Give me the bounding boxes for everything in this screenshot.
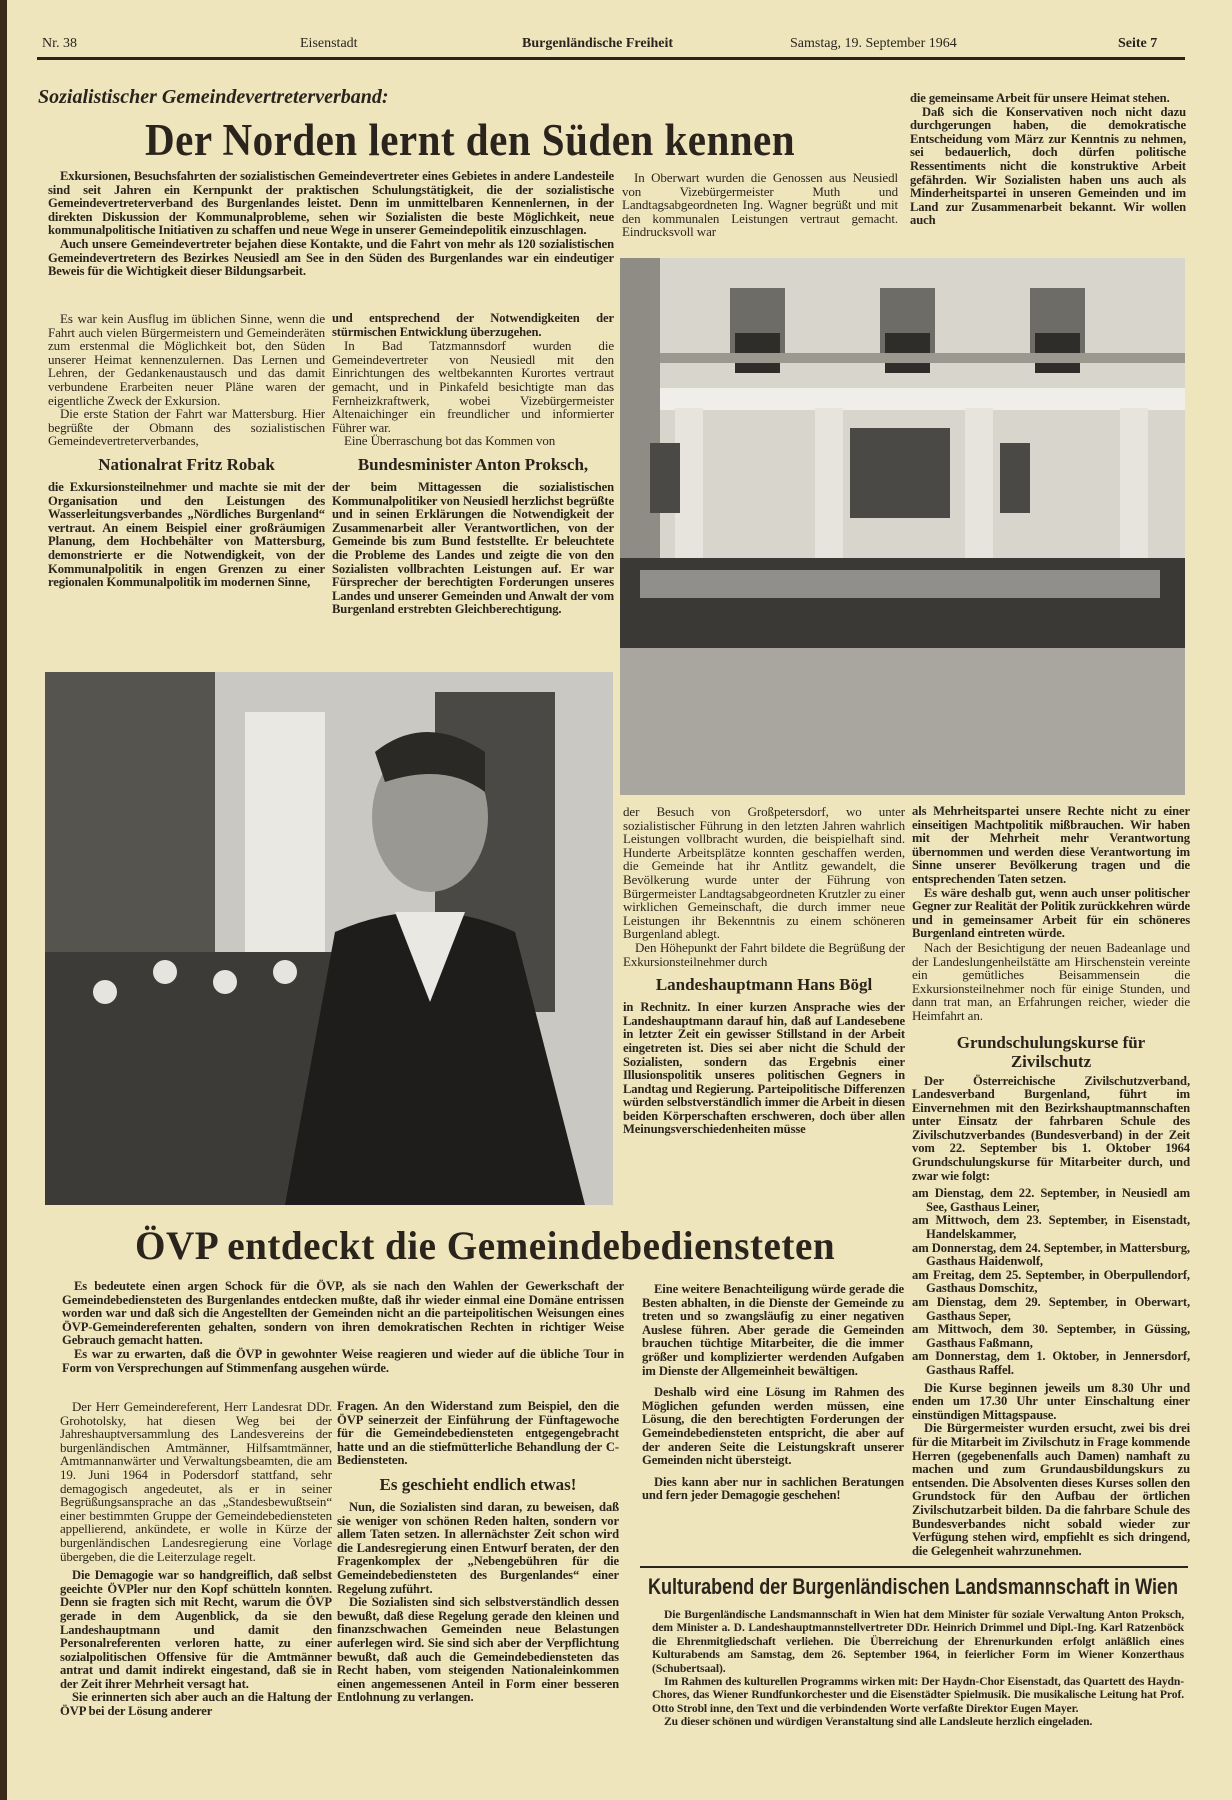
paragraph: In Oberwart wurden die Genossen aus Neusiedl von Vizebürgermeister Muth und Landtagsabgeordneten Ing. Wagner begrüßt und mit den kommunalen Leistungen vertraut gemacht. Eindrucksvoll war [622,170,898,240]
paragraph: Nach der Besichtigung der neuen Badeanlage und der Landeslungenheilstätte am Hirschenstein vereinte ein gemütliches Beisammensein die Exkursionsteilnehmer noch für einige Stunden, und dann trat man, an Erfahrungen reicher, wieder die Heimfahrt an. [912,939,1190,1023]
paragraph: Es war zu erwarten, daß die ÖVP in gewohnter Weise reagieren und wieder auf die übliche Tour in Form von Versprechungen auf Stimmenfang ausgehen würde. [62,1346,624,1375]
paragraph: Die Kurse beginnen jeweils um 8.30 Uhr und enden um 17.30 Uhr unter Einschaltung einer einstündigen Mittagspause. [912,1380,1190,1422]
lead-text [48,170,614,279]
paragraph: Die Sozialisten sind sich selbstverständlich dessen bewußt, daß diese Regelung gerade den kleinen und finanzschwachen Gemeinden neue Belastungen auferlegen wird. Sie sind sich aber der Verpflichtung bewußt, daß auch die Gemeindebediensteten das Recht haben, vom steigenden Nationaleinkommen einen angemessenen Anteil in Form einer besseren Entlohnung zu verlangen. [337,1595,619,1705]
newspaper-name: Burgenländische Freiheit [522,36,674,51]
paragraph: Sie erinnerten sich aber auch an die Haltung der ÖVP bei der Lösung anderer [60,1690,332,1719]
paragraph: der beim Mittagessen die sozialistischen Kommunalpolitiker von Neusiedl herzlichst begrüßte und in seinen Erklärungen die Notwendigkeit der Zusammenarbeit aller Verantwortlichen, von der Gemeinde bis zum Bund feststellte. Er beleuchtete die Probleme des Landes und zeigte die von den Sozialisten vollbrachten Leistungen auf. Er war Fürsprecher der berechtigten Forderungen unseres Landes und unserer Gemeinden und Anwalt der vom Burgenland erstrebten Gleichberechtigung. [332,479,614,617]
paragraph: Die Burgenländische Landsmannschaft in Wien hat dem Minister für soziale Verwaltung Anton Proksch, dem Minister a. D. Landeshauptmannstellvertreter DDr. Heinrich Drimmel und Dipl.-Ing. Karl Ratzenböck die Ehrenmitgliedschaft verliehen. Die Überreichung der Ehrenurkunden erfolgt anläßlich eines Kulturabends am Samstag, dem 26. September 1964, in feierlicher Form im Wiener Konzerthaus (Schubertsaal). [652,1608,1184,1675]
ovp-column-2 [337,1400,619,1705]
paragraph: der Besuch von Großpetersdorf, wo unter sozialistischer Führung in den letzten Jahren wahrlich Leistungen vollbracht wurden, die beispielhaft sind. Hunderte Arbeitsplätze konnten geschaffen werden, die Gemeinde hat ihr Antlitz gewandelt, die Bevölkerung wurde unter der Führung von Bürgermeister Landtagsabgeordneten Krutzler zu einer wirklichen Gemeinschaft, die durch immer neue Leistungen ihr Bekenntnis zu einem schöneren Burgenland ablegt. [623,804,905,942]
paragraph: Fragen. An den Widerstand zum Beispiel, den die ÖVP seinerzeit der Einführung der Fünftagewoche für die Gemeindebediensteten entgegengebracht hatte und an die stiefmütterliche Behandlung der C-Bediensteten. [337,1399,619,1468]
column-3-top [622,171,898,239]
column-4-top [910,92,1186,228]
paragraph: als Mehrheitspartei unsere Rechte nicht zu einer einseitigen Machtpolitik mißbrauchen. Wir haben mit der Mehrheit mehr Verantwortung übernommen und werden diese Verantwortung im Sinne unserer Bevölkerung tragen und die entsprechenden Taten setzen. [912,804,1190,886]
date: Samstag, 19. September 1964 [790,36,957,51]
kulturabend-headline: Kulturabend der Burgenländischen Landsmannschaft in Wien [648,1574,1179,1599]
kulturabend-headline-wrap [648,1574,1188,1602]
schedule-item: am Donnerstag, dem 1. Oktober, in Jennersdorf, Gasthaus Raffel. [912,1349,1190,1377]
paragraph: Eine Überraschung bot das Kommen von [344,433,556,449]
column-4 [912,805,1190,1558]
paragraph: Die erste Station der Fahrt war Mattersburg. Hier begrüßte der Obmann des sozialistischen Gemeindevertreterverbandes, [48,406,325,449]
schedule-item: am Mittwoch, dem 30. September, in Güssing, Gasthaus Faßmann, [912,1322,1190,1350]
paragraph: Es war kein Ausflug im üblichen Sinne, wenn die Fahrt auch vielen Bürgermeistern und Gemeinderäten zum erstenmal die Möglichkeit bot, den Süden unserer Heimat kennenzulernen. Das Lernen und Lehren, der Gedankenaustausch und das damit verbundene Erarbeiten neuer Pläne waren der eigentliche Zweck der Exkursion. [48,311,325,408]
page-number: Seite 7 [1118,36,1158,51]
paragraph: Zu dieser schönen und würdigen Veranstaltung sind alle Landsleute herzlich eingeladen. [664,1715,1093,1729]
ovp-headline: ÖVP entdeckt die Gemeindebediensteten [135,1223,836,1268]
paragraph: Den Höhepunkt der Fahrt bildete die Begrüßung der Exkursionsteilnehmer durch [623,939,905,969]
paragraph: in Rechnitz. In einer kurzen Ansprache wies der Landeshauptmann darauf hin, daß auf Landesebene in letzter Zeit ein gewisser Stillstand in der Arbeit eingetreten ist. Dies sei aber nicht die Schuld der Sozialisten, sondern das Ergebnis einer Illusionspolitik unseres politischen Gegners in Landtag und Regierung. Parteipolitische Differenzen würden selbstverständlich immer die Arbeit in diesen beiden Körperschaften erschweren, doch über allen Meinungsverschiedenheiten müsse [623,1000,905,1137]
headline: Der Norden lernt den Süden kennen [145,115,796,165]
paragraph: Exkursionen, Besuchsfahrten der sozialistischen Gemeindevertreter eines Gebietes in andere Landesteile sind seit Jahren ein Kernpunkt der praktischen Schulungstätigkeit, die der sozialistische Gemeindevertreterverband des Burgenlandes leistet. Denn im unmittelbaren Kennenlernen, in der direkten Diskussion der Kommunalprobleme, sehen wir Sozialisten die beste Möglichkeit, neue kommunalpolitische Initiativen zu schaffen und neue Wege in unserer Gemeindepolitik einzuschlagen. [48,169,614,238]
column-1 [48,312,325,590]
subheading: Nationalrat Fritz Robak [98,454,275,474]
paragraph: und entsprechend der Notwendigkeiten der stürmischen Entwicklung überzugehen. [332,311,614,339]
course-schedule [912,1187,1190,1377]
paragraph: Der Österreichische Zivilschutzverband, Landesverband Burgenland, führt im Einvernehmen mit den Bezirkshauptmannschaften unter Einsatz der fahrbaren Schule des Zivilschutzverbandes (Bundesverband) in der Zeit vom 22. September bis 1. Oktober 1964 Grundschulungskurse für Mitarbeiter durch, und zwar wie folgt: [912,1073,1190,1183]
ovp-column-3 [642,1283,904,1503]
scan-edge [0,0,7,1800]
paragraph: Der Herr Gemeindereferent, Herr Landesrat DDr. Grohotolsky, hat diesen Weg bei der Jahreshauptversammlung des Landesvereins der burgenländischen Amtmänner, Hilfsamtmänner, Amtmannanwärter und Verwaltungsbeamten, die am 19. Juni 1964 in Podersdorf stattfand, sehr demagogisch angedeutet, als er in seiner Begrüßungsansprache an das „Standesbewußtsein“ einer bestimmten Gruppe der Gemeindebediensteten appellierend, ankündete, er wolle in Kürze der burgenländischen Landesregierung eine Vorlage übergeben, die die Leiterzulage regelt. [60,1399,332,1564]
paragraph: die gemeinsame Arbeit für unsere Heimat stehen. [910,91,1170,105]
zivilschutz-headline: Grundschulungskurse für Zivilschutz [956,1032,1146,1071]
paragraph: Deshalb wird eine Lösung im Rahmen des Möglichen gefunden werden müssen, eine Lösung, die den berechtigten Forderungen der Gemeindebediensteten entspricht, die aber auf der anderen Seite die Leistungskraft unserer Gemeinden nicht übersteigt. [642,1385,904,1468]
place: Eisenstadt [300,36,358,51]
speaker-photo [45,672,613,1205]
paragraph: Nun, die Sozialisten sind daran, zu beweisen, daß sie weniger von schönen Reden halten, sondern vor allem Taten setzen. In allernächster Zeit schon wird die Landesregierung einen Entwurf beraten, der den Fragenkomplex der „Nebengebühren für die Gemeindebediensteten des Burgenlandes“ einer Regelung zuführt. [337,1499,619,1596]
issue-number: Nr. 38 [42,36,77,51]
paragraph: Die Bürgermeister wurden ersucht, zwei bis drei für die Mitarbeit im Zivilschutz in Frage kommende Herren (gegebenenfalls auch Damen) namhaft zu machen und zum Grundausbildungskurs zu entsenden. Die Absolventen dieses Kurses sollen den Grundstock für den Aufbau der örtlichen Zivilschutzarbeit bilden. Da die fahrbare Schule des Bundesverbandes nicht sobald wieder zur Verfügung stehen wird, empfiehlt es sich dringend, die Gelegenheit wahrzunehmen. [912,1421,1190,1558]
paragraph: Es bedeutete einen argen Schock für die ÖVP, als sie nach den Wahlen der Gewerkschaft der Gemeindebediensteten des Burgenlandes entdecken mußte, daß ihr wieder einmal eine Domäne entrissen worden war und daß sich die Angestellten der Gemeinden nicht an die parteipolitischen Weisungen eines ÖVP-Gemeindereferenten gehalten, sondern von ihren demokratischen Rechten in richtiger Weise Gebrauch gemacht hatten. [62,1279,624,1348]
paragraph: Die Demagogie war so handgreiflich, daß selbst geeichte ÖVPler nur den Kopf schütteln konnten. Denn sie fragten sich mit Recht, warum die ÖVP gerade in dem Augenblick, da sie den Landeshauptmann und damit den Personalreferenten verloren hatte, zu einer sozialpolitischen Offensive für die Amtmänner antrat und damit indirekt eingestand, daß sie in der Zeit ihrer Mehrheit versagt hat. [60,1568,332,1691]
schedule-item: am Dienstag, dem 22. September, in Neusiedl am See, Gasthaus Leiner, [912,1186,1190,1214]
schedule-item: am Mittwoch, dem 23. September, in Eisenstadt, Handelskammer, [912,1213,1190,1242]
paragraph: Eine weitere Benachteiligung würde gerade die Besten abhalten, in die Dienste der Gemeinde zu treten und so zwangsläufig zu einer negativen Auslese führen. Aber gerade die Gemeinden brauchen tüchtige Mitarbeiter, die die immer größer und komplizierter werdenden Aufgaben im Dienste der Allgemeinheit bewältigen. [642,1282,904,1378]
paragraph: Auch unsere Gemeindevertreter bejahen diese Kontakte, und die Fahrt von mehr als 120 sozialistischen Gemeindevertretern des Bezirkes Neusiedl am See in den Süden des Burgenlandes war ein eindeutiger Beweis für die Wichtigkeit dieser Bildungsarbeit. [48,236,614,279]
kicker: Sozialistischer Gemeindevertreterverband: [38,86,389,108]
paragraph: Dies kann aber nur in sachlichen Beratungen und fern jeder Demagogie geschehen! [642,1474,904,1503]
schedule-item: am Freitag, dem 25. September, in Oberpullendorf, Gasthaus Domschitz, [912,1267,1190,1296]
kulturabend-box [640,1566,1188,1729]
paragraph: In Bad Tatzmannsdorf wurden die Gemeindevertreter von Neusiedl mit den Einrichtungen des weltbekannten Kurortes vertraut gemacht, und in Pinkafeld besichtigte man das Fernheizkraftwerk, wobei Vizebürgermeister Altenaichinger ein freundlicher und informierter Führer war. [332,338,614,435]
subheading: Es geschieht endlich etwas! [379,1474,577,1494]
ovp-lead [62,1280,624,1375]
paragraph: Es wäre deshalb gut, wenn auch unser politischer Gegner zur Realität der Politik zurückkehren würde und in gemeinsamer Arbeit für ein schöneres Burgenland eintreten würde. [912,885,1190,941]
column-3 [623,805,905,1137]
schedule-item: am Donnerstag, dem 24. September, in Mattersburg, Gasthaus Haidenwolf, [912,1240,1190,1269]
paragraph: Daß sich die Konservativen noch nicht dazu durchgerungen haben, die demokratische Entscheidung vom März zur Kenntnis zu nehmen, sei bedauerlich, doch dürfen politische Ressentiments nicht die konstruktive Arbeit gefährden. Wir Sozialisten haben uns auch als Minderheitspartei in unseren Gemeinden und im Land zur Zusammenarbeit bekannt. Wir wollen auch [910,104,1186,228]
column-2 [332,312,614,617]
subheading: Landeshauptmann Hans Bögl [655,975,873,995]
group-photo [620,258,1185,795]
subheading: Bundesminister Anton Proksch, [357,454,589,474]
kulturabend-text [652,1608,1184,1729]
paragraph: die Exkursionsteilnehmer und machte sie mit der Organisation und den Leistungen des Wasserleitungsverbandes „Nördliches Burgenland“ vertraut. An einem Beispiel einer großräumigen Planung, dem Hochbehälter von Mattersburg, demonstrierte er die Notwendigkeit, von der Kommunalpolitik in engen Grenzen zu einer regionalen Kommunalpolitik im modernen Sinne, [48,479,325,590]
header-rule [37,57,1185,60]
schedule-item: am Dienstag, dem 29. September, in Oberwart, Gasthaus Seper, [912,1295,1190,1323]
paragraph: Im Rahmen des kulturellen Programms wirken mit: Der Haydn-Chor Eisenstadt, das Quartett des Haydn-Chores, das Wiener Rundfunkorchester und die Eisenstädter Spielmusik. Die musikalische Leitung hat Prof. Otto Strobl inne, den Text und die verbindenden Worte verfaßte Direktor Eugen Mayer. [652,1675,1184,1715]
ovp-column-1 [60,1400,332,1719]
